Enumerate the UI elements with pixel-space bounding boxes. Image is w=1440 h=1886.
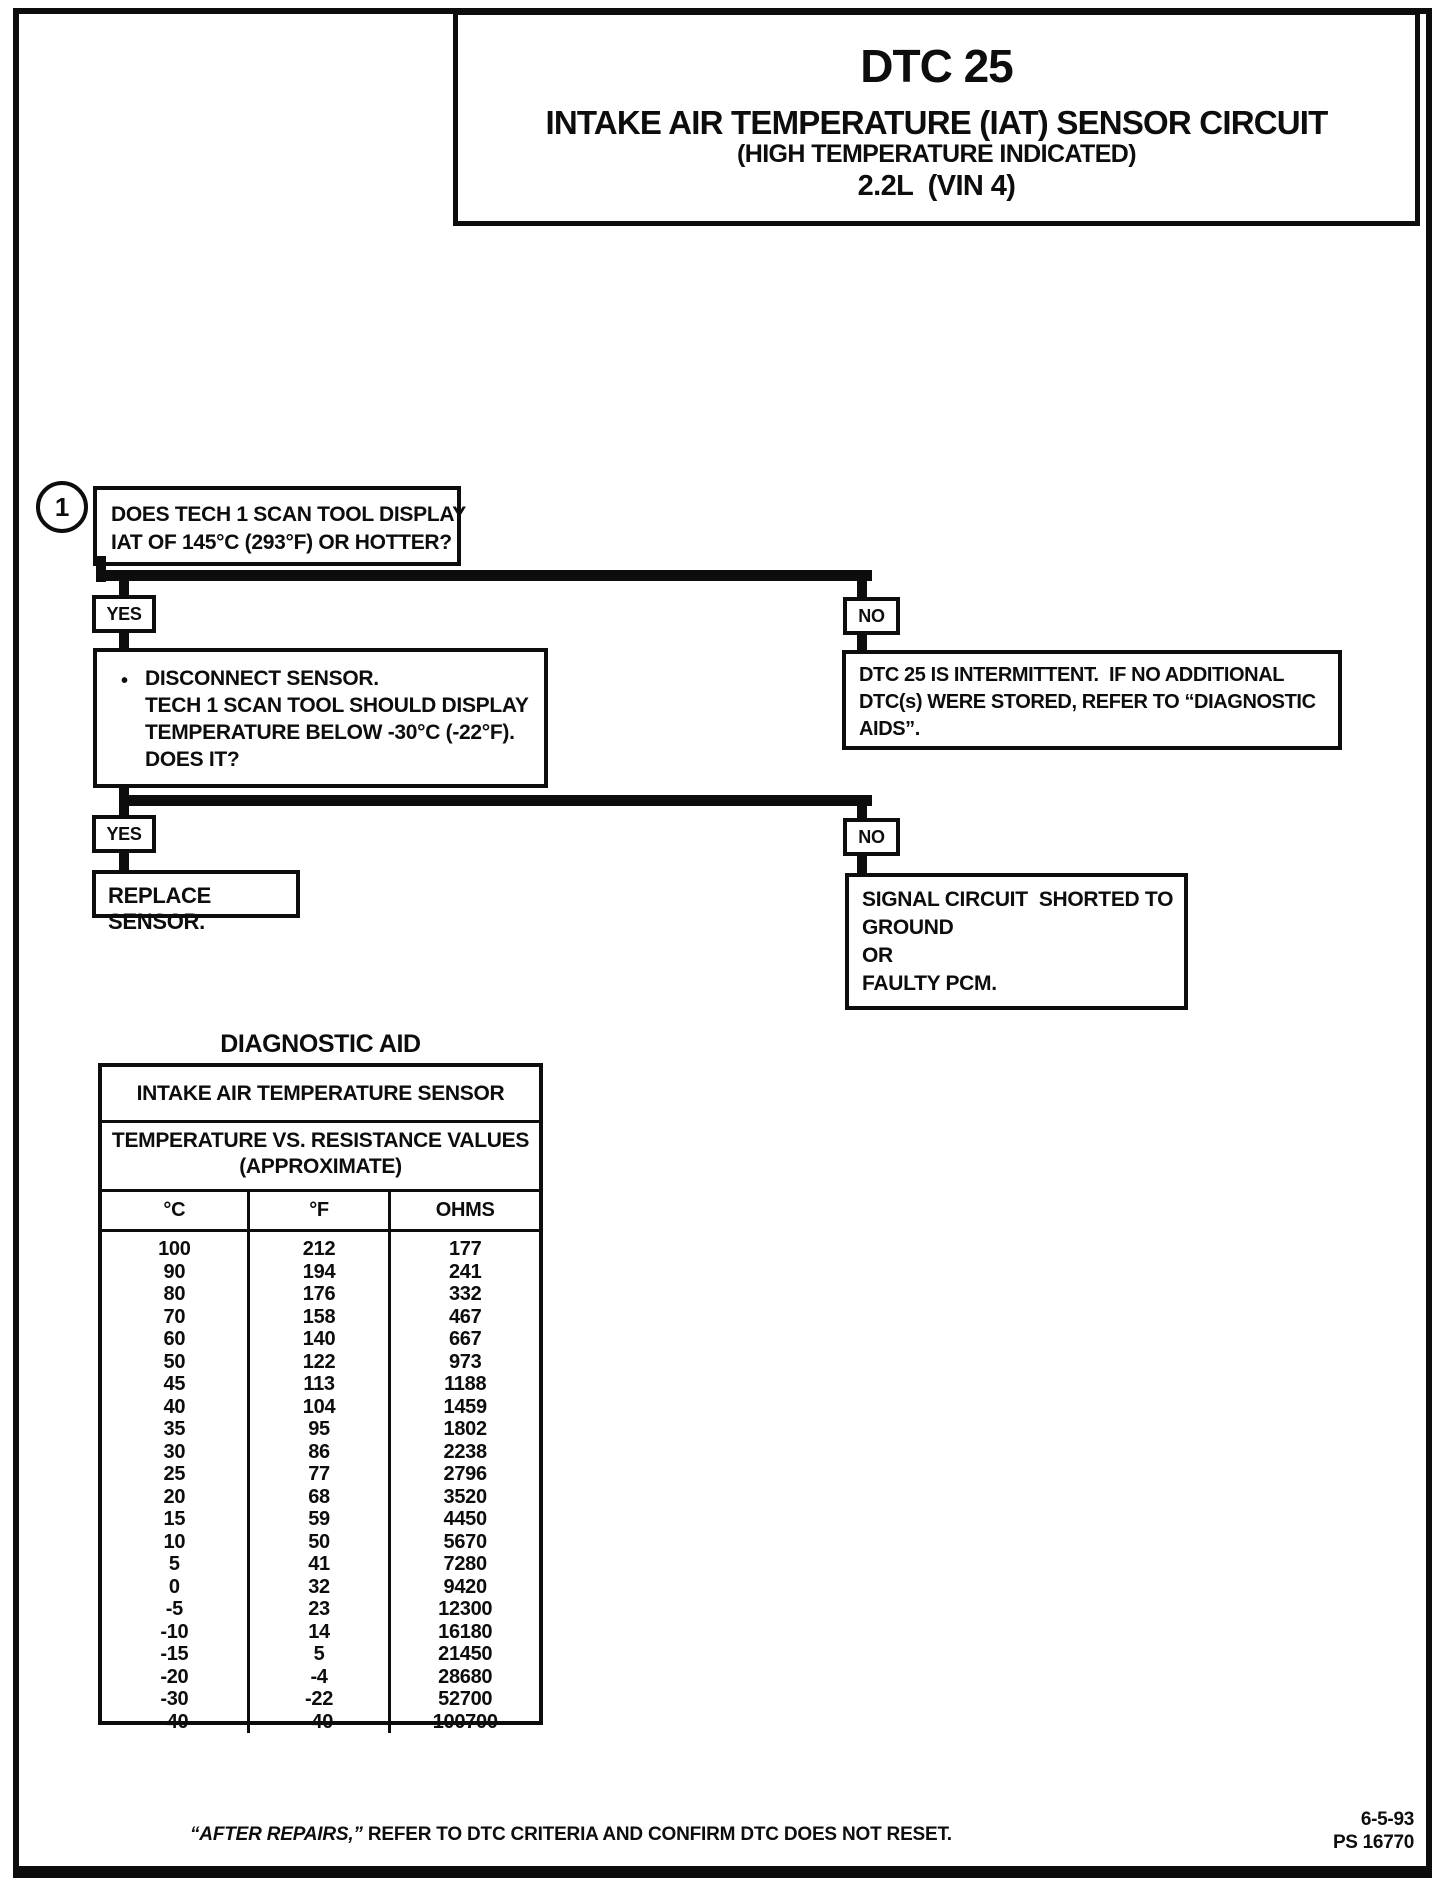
connector-line (857, 854, 867, 875)
signal-shorted-box (845, 873, 1188, 1010)
table-cell: 177 (448, 1238, 482, 1260)
table-cell: -40 (160, 1710, 189, 1733)
table-cell: 16180 (438, 1620, 493, 1643)
table-cell: 212 (302, 1238, 336, 1260)
table-cell: 60 (163, 1328, 186, 1350)
action-line: TEMPERATURE BELOW -30°C (-22°F). (145, 721, 515, 744)
table-cell: 100 (158, 1238, 191, 1260)
table-column (102, 1232, 247, 1733)
connector-line (96, 570, 872, 581)
no-label-box: NO (843, 597, 900, 635)
action-line: TECH 1 SCAN TOOL SHOULD DISPLAY (145, 694, 529, 717)
result-line: DTC(s) WERE STORED, REFER TO “DIAGNOSTIC (859, 691, 1316, 713)
table-subtitle-line: (APPROXIMATE) (239, 1155, 402, 1178)
table-cell: 70 (163, 1305, 186, 1328)
table-cell: 158 (302, 1305, 336, 1328)
footer-note-text: REFER TO DTC CRITERIA AND CONFIRM DTC DOES NOT RESET. (362, 1824, 952, 1845)
table-cell: -22 (305, 1688, 334, 1710)
table-cell: 90 (163, 1260, 186, 1283)
column-header-ohms: OHMS (435, 1199, 495, 1221)
table-cell: 21450 (438, 1643, 493, 1665)
table-cell: 68 (308, 1485, 330, 1508)
table-subtitle-line: TEMPERATURE VS. RESISTANCE VALUES (111, 1129, 530, 1152)
table-cell: 973 (448, 1350, 482, 1373)
result-line: GROUND (862, 916, 954, 939)
dtc-code: DTC 25 (860, 40, 1013, 92)
connector-line (119, 629, 129, 650)
connector-line (119, 795, 872, 806)
footer-note-emphasis: “AFTER REPAIRS,” (190, 1824, 363, 1845)
table-cell: 80 (163, 1283, 186, 1305)
table-cell: 140 (302, 1328, 336, 1350)
table-cell: 77 (308, 1463, 330, 1485)
table-cell: -20 (160, 1665, 189, 1688)
table-column (391, 1232, 539, 1733)
page-title: INTAKE AIR TEMPERATURE (IAT) SENSOR CIRCUIT (545, 104, 1328, 141)
table-cell: 241 (448, 1260, 482, 1283)
table-header-row (102, 1192, 539, 1232)
intermittent-result-box (842, 650, 1342, 750)
footer-reference (1333, 1808, 1414, 1854)
action-line: DOES IT? (145, 748, 240, 771)
table-cell: 41 (308, 1553, 330, 1575)
engine-label: 2.2L (VIN 4) (857, 170, 1016, 202)
result-line: DTC 25 IS INTERMITTENT. IF NO ADDITIONAL (859, 664, 1285, 686)
result-line: SIGNAL CIRCUIT SHORTED TO (862, 888, 1174, 911)
table-cell: 667 (448, 1328, 482, 1350)
table-cell: 1802 (443, 1418, 487, 1440)
table-cell: 5670 (443, 1530, 487, 1553)
table-title: INTAKE AIR TEMPERATURE SENSOR (102, 1067, 539, 1123)
no-label-box: NO (843, 818, 900, 856)
table-cell: -30 (160, 1688, 189, 1710)
table-cell: 14 (308, 1620, 330, 1643)
table-cell: -4 (310, 1665, 328, 1688)
diagnostic-aid-heading: DIAGNOSTIC AID (220, 1030, 421, 1058)
result-line: AIDS”. (859, 718, 920, 740)
table-cell: -40 (305, 1710, 334, 1733)
table-cell: 45 (163, 1373, 186, 1395)
table-cell: 59 (308, 1508, 330, 1530)
disconnect-sensor-box (93, 648, 548, 788)
table-cell: 23 (308, 1598, 330, 1620)
table-column (247, 1232, 392, 1733)
resistance-table (98, 1063, 543, 1733)
table-cell: 194 (302, 1260, 336, 1283)
table-cell: 1188 (444, 1373, 487, 1395)
question-line: IAT OF 145°C (293°F) OR HOTTER? (111, 531, 452, 554)
table-subtitle (102, 1123, 539, 1192)
table-cell: 52700 (438, 1688, 493, 1710)
table-cell: 1459 (443, 1395, 487, 1418)
resistance-table-body (102, 1232, 539, 1733)
action-line: DISCONNECT SENSOR. (145, 667, 379, 690)
question-box (93, 486, 466, 566)
question-line: DOES TECH 1 SCAN TOOL DISPLAY (111, 503, 466, 526)
footer-doc-code: PS 16770 (1332, 1832, 1414, 1853)
column-header-fahrenheit: °F (247, 1192, 392, 1229)
table-cell: 100700 (432, 1710, 498, 1733)
table-cell: 9420 (443, 1575, 487, 1598)
table-cell: 104 (302, 1395, 336, 1418)
table-cell: 50 (163, 1350, 186, 1373)
table-cell: 95 (308, 1418, 330, 1440)
table-cell: 122 (302, 1350, 336, 1373)
table-cell: 113 (303, 1373, 335, 1395)
table-cell: 332 (448, 1283, 482, 1305)
table-cell: 7280 (443, 1553, 487, 1575)
table-cell: 0 (168, 1575, 180, 1598)
title-box (453, 10, 1420, 226)
table-cell: 86 (308, 1440, 330, 1463)
table-cell: 2238 (443, 1440, 487, 1463)
table-cell: -15 (160, 1643, 189, 1665)
yes-label-box: YES (92, 595, 156, 633)
table-cell: 176 (302, 1283, 336, 1305)
column-header-celsius: °C (163, 1199, 186, 1221)
table-cell: 5 (313, 1643, 325, 1665)
table-cell: 20 (163, 1485, 186, 1508)
table-cell: 3520 (443, 1485, 487, 1508)
table-cell: 28680 (438, 1665, 493, 1688)
table-cell: 35 (163, 1418, 186, 1440)
table-cell: 25 (163, 1463, 186, 1485)
table-cell: -10 (160, 1620, 189, 1643)
table-cell: 32 (308, 1575, 330, 1598)
table-cell: 10 (163, 1530, 186, 1553)
footer-date: 6-5-93 (1360, 1809, 1414, 1830)
yes-label-box: YES (92, 815, 156, 853)
page-subtitle: (HIGH TEMPERATURE INDICATED) (737, 140, 1136, 168)
footer-note (190, 1824, 952, 1846)
replace-sensor-box: REPLACE SENSOR. (92, 870, 300, 918)
result-line: FAULTY PCM. (862, 972, 997, 995)
result-line: OR (862, 944, 893, 967)
table-cell: 40 (163, 1395, 186, 1418)
table-cell: 12300 (438, 1598, 493, 1620)
bullet-icon: • (121, 670, 128, 692)
table-cell: 30 (163, 1440, 186, 1463)
table-cell: 15 (163, 1508, 186, 1530)
table-cell: 50 (308, 1530, 330, 1553)
step-number-badge: 1 (36, 481, 88, 533)
table-cell: 5 (168, 1553, 180, 1575)
table-cell: -5 (165, 1598, 183, 1620)
table-cell: 2796 (443, 1463, 487, 1485)
table-cell: 467 (448, 1305, 482, 1328)
table-cell: 4450 (443, 1508, 487, 1530)
